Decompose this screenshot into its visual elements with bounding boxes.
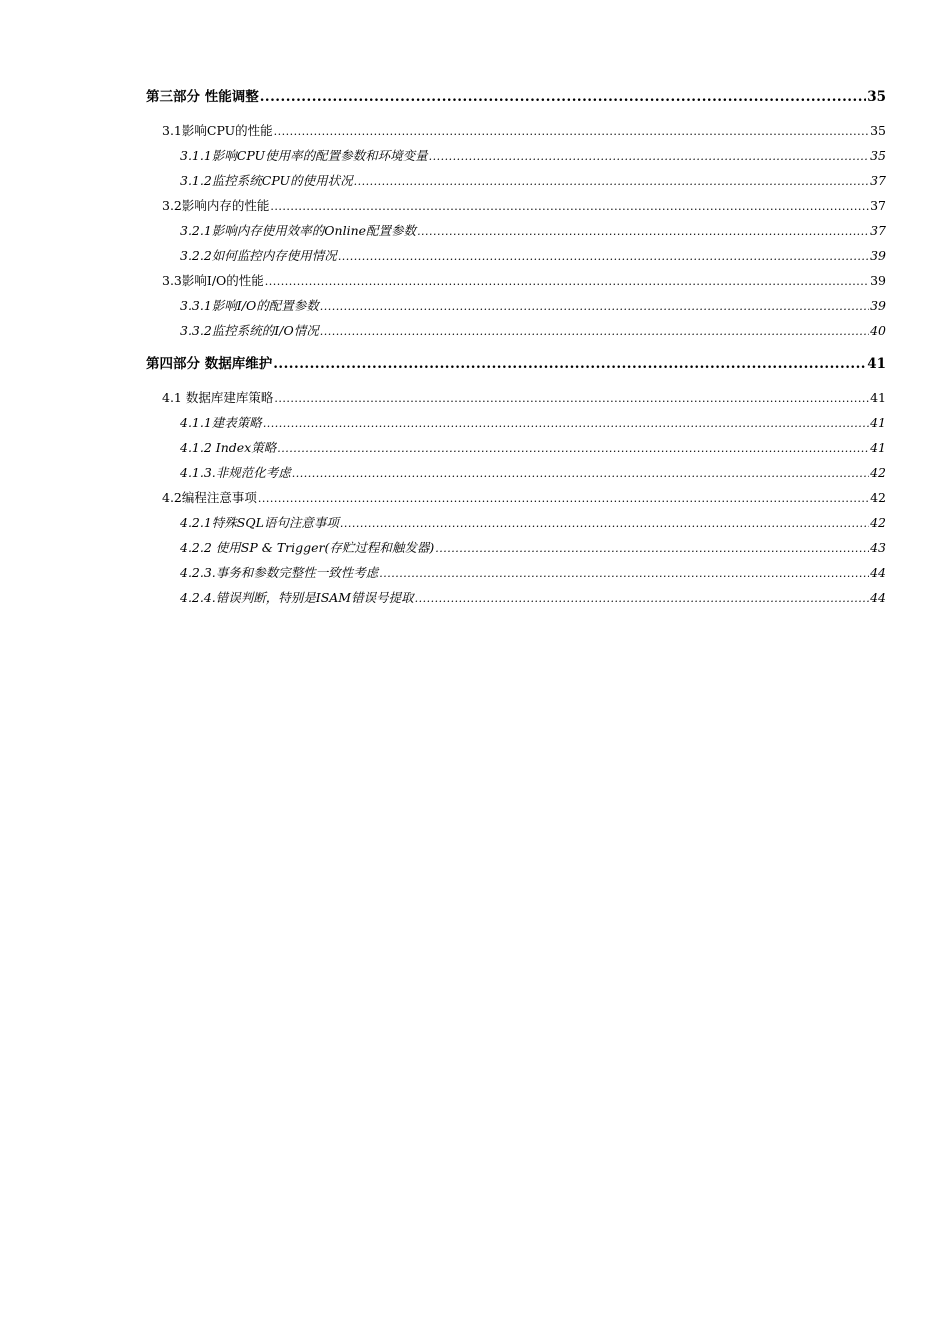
toc-page: 39 bbox=[870, 248, 886, 263]
toc-page: 35 bbox=[870, 148, 886, 163]
toc-title: 3.2.1影响内存使用效率的Online配置参数 bbox=[180, 223, 417, 238]
table-of-contents bbox=[146, 84, 886, 610]
leader-dots bbox=[263, 410, 869, 436]
toc-entry[interactable] bbox=[146, 410, 886, 435]
toc-entry[interactable] bbox=[146, 268, 886, 293]
toc-entry[interactable] bbox=[146, 318, 886, 343]
toc-page: 41 bbox=[870, 390, 886, 405]
toc-page: 35 bbox=[867, 89, 886, 105]
leader-dots bbox=[320, 293, 869, 319]
toc-page: 39 bbox=[870, 298, 886, 313]
leader-dots bbox=[260, 84, 867, 110]
leader-dots bbox=[273, 351, 866, 377]
toc-title: 3.2.2如何监控内存使用情况 bbox=[180, 248, 337, 263]
toc-title: 4.1.2 Index策略 bbox=[180, 440, 277, 455]
toc-title: 4.2.2 使用SP & Trigger(存贮过程和触发器) bbox=[180, 540, 435, 555]
toc-page: 41 bbox=[867, 356, 886, 372]
leader-dots bbox=[379, 560, 869, 586]
toc-entry[interactable] bbox=[146, 435, 886, 460]
toc-entry[interactable] bbox=[146, 585, 886, 610]
toc-entry[interactable] bbox=[146, 218, 886, 243]
toc-title: 4.1.3.非规范化考虑 bbox=[180, 465, 291, 480]
leader-dots bbox=[354, 168, 869, 194]
leader-dots bbox=[274, 385, 869, 411]
toc-page: 39 bbox=[870, 273, 886, 288]
toc-title: 4.1.1建表策略 bbox=[180, 415, 262, 430]
leader-dots bbox=[265, 268, 869, 294]
toc-entry[interactable] bbox=[146, 485, 886, 510]
toc-entry[interactable] bbox=[146, 293, 886, 318]
toc-page: 43 bbox=[870, 540, 886, 555]
toc-page: 37 bbox=[870, 198, 886, 213]
toc-title: 4.1 数据库建库策略 bbox=[162, 390, 274, 405]
toc-entry[interactable] bbox=[146, 118, 886, 143]
toc-entry[interactable] bbox=[146, 84, 886, 110]
leader-dots bbox=[415, 585, 869, 611]
toc-entry[interactable] bbox=[146, 168, 886, 193]
toc-title: 3.2影响内存的性能 bbox=[162, 198, 270, 213]
leader-dots bbox=[429, 143, 869, 169]
toc-page: 41 bbox=[870, 415, 886, 430]
toc-page: 42 bbox=[870, 515, 886, 530]
toc-title: 3.3.1影响I/O的配置参数 bbox=[180, 298, 319, 313]
toc-entry[interactable] bbox=[146, 460, 886, 485]
leader-dots bbox=[417, 218, 869, 244]
toc-title: 4.2.4.错误判断，特别是ISAM错误号提取 bbox=[180, 590, 414, 605]
toc-entry[interactable] bbox=[146, 143, 886, 168]
toc-title: 3.3.2监控系统的I/O情况 bbox=[180, 323, 319, 338]
toc-entry[interactable] bbox=[146, 351, 886, 377]
leader-dots bbox=[292, 460, 869, 486]
toc-page: 42 bbox=[870, 465, 886, 480]
toc-title: 3.1影响CPU的性能 bbox=[162, 123, 273, 138]
leader-dots bbox=[274, 118, 869, 144]
leader-dots bbox=[270, 193, 869, 219]
toc-page: 40 bbox=[870, 323, 886, 338]
toc-entry[interactable] bbox=[146, 535, 886, 560]
toc-title: 3.3影响I/O的性能 bbox=[162, 273, 264, 288]
toc-page: 37 bbox=[870, 223, 886, 238]
leader-dots bbox=[338, 243, 869, 269]
leader-dots bbox=[435, 535, 869, 561]
toc-page: 37 bbox=[870, 173, 886, 188]
toc-title: 3.1.1影响CPU使用率的配置参数和环境变量 bbox=[180, 148, 428, 163]
toc-page: 44 bbox=[870, 565, 886, 580]
toc-entry[interactable] bbox=[146, 385, 886, 410]
toc-entry[interactable] bbox=[146, 193, 886, 218]
toc-page: 44 bbox=[870, 590, 886, 605]
leader-dots bbox=[277, 435, 869, 461]
leader-dots bbox=[258, 485, 869, 511]
toc-entry[interactable] bbox=[146, 560, 886, 585]
leader-dots bbox=[340, 510, 869, 536]
toc-title: 4.2编程注意事项 bbox=[162, 490, 257, 505]
toc-title: 第三部分 性能调整 bbox=[146, 89, 259, 105]
toc-title: 4.2.1特殊SQL语句注意事项 bbox=[180, 515, 339, 530]
toc-title: 第四部分 数据库维护 bbox=[146, 356, 273, 372]
toc-title: 4.2.3.事务和参数完整性一致性考虑 bbox=[180, 565, 379, 580]
leader-dots bbox=[320, 318, 869, 344]
toc-page: 35 bbox=[870, 123, 886, 138]
toc-page: 42 bbox=[870, 490, 886, 505]
toc-page: 41 bbox=[870, 440, 886, 455]
toc-entry[interactable] bbox=[146, 243, 886, 268]
toc-entry[interactable] bbox=[146, 510, 886, 535]
toc-title: 3.1.2监控系统CPU的使用状况 bbox=[180, 173, 353, 188]
